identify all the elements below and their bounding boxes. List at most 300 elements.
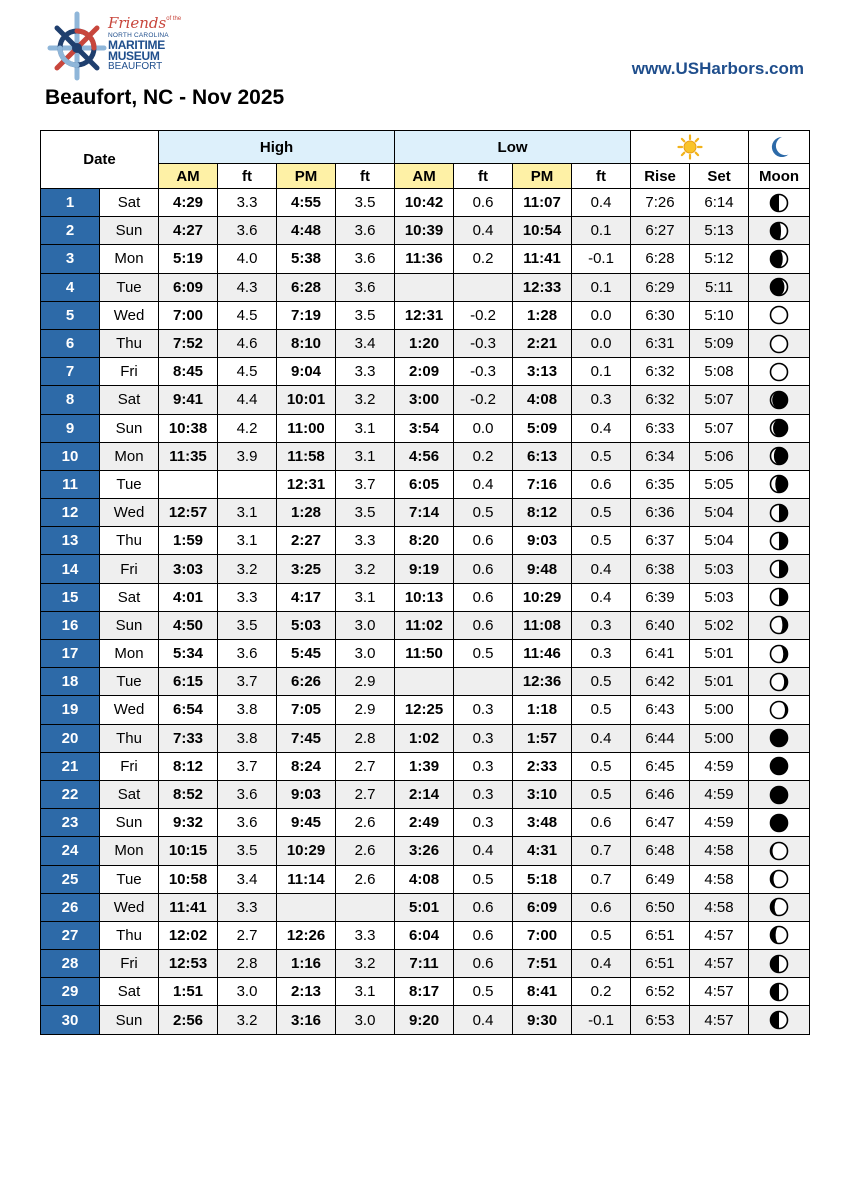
low-pm-time: 2:33: [513, 752, 572, 780]
sunset-time: 5:04: [690, 499, 749, 527]
low-pm-time: 7:00: [513, 921, 572, 949]
low-pm-time: 8:41: [513, 978, 572, 1006]
waning-crescent-moon-icon: [769, 615, 789, 635]
high-am-height: 3.7: [218, 752, 277, 780]
new-moon-icon: [769, 756, 789, 776]
low-pm-height: 0.1: [572, 358, 631, 386]
moon-phase-cell: [749, 978, 810, 1006]
low-pm-height: 0.2: [572, 978, 631, 1006]
low-pm-height: 0.5: [572, 442, 631, 470]
sunset-time: 4:57: [690, 1006, 749, 1034]
high-pm-time: 6:26: [277, 668, 336, 696]
high-am-time: 11:35: [159, 442, 218, 470]
new-moon-icon: [769, 813, 789, 833]
day-number: 22: [41, 780, 100, 808]
table-row: [41, 865, 810, 893]
moon-phase-cell: [749, 950, 810, 978]
low-am-time: 4:08: [395, 865, 454, 893]
table-row: [41, 499, 810, 527]
high-am-time: 7:00: [159, 301, 218, 329]
day-of-week: Tue: [100, 273, 159, 301]
low-pm-time: 1:57: [513, 724, 572, 752]
low-pm-time: 11:46: [513, 640, 572, 668]
day-number: 17: [41, 640, 100, 668]
high-pm-height: 3.2: [336, 555, 395, 583]
day-of-week: Sat: [100, 386, 159, 414]
high-am-time: 7:52: [159, 329, 218, 357]
high-pm-height: 3.3: [336, 921, 395, 949]
high-am-height: 3.3: [218, 583, 277, 611]
moon-phase-cell: [749, 414, 810, 442]
low-am-height: 0.4: [454, 217, 513, 245]
sunrise-time: 6:40: [631, 611, 690, 639]
day-number: 19: [41, 696, 100, 724]
high-am-time: 8:45: [159, 358, 218, 386]
day-number: 3: [41, 245, 100, 273]
low-am-time: 7:11: [395, 950, 454, 978]
high-pm-time: 10:29: [277, 837, 336, 865]
high-pm-time: [277, 893, 336, 921]
high-pm-height: 3.5: [336, 189, 395, 217]
moon-phase-cell: [749, 809, 810, 837]
waning-gibbous-moon-icon: [769, 390, 789, 410]
low-am-time: 4:56: [395, 442, 454, 470]
sun-header: [631, 131, 749, 164]
low-pm-time: 10:54: [513, 217, 572, 245]
sunrise-time: 6:30: [631, 301, 690, 329]
low-am-height: 0.5: [454, 865, 513, 893]
moon-phase-cell: [749, 245, 810, 273]
high-pm-height: 3.0: [336, 611, 395, 639]
day-number: 15: [41, 583, 100, 611]
low-pm-height: 0.6: [572, 470, 631, 498]
day-of-week: Fri: [100, 555, 159, 583]
sunset-time: 5:01: [690, 668, 749, 696]
low-am-height: 0.2: [454, 442, 513, 470]
low-pm-header: PM: [513, 164, 572, 189]
sunrise-time: 6:28: [631, 245, 690, 273]
high-am-time: 8:52: [159, 780, 218, 808]
high-am-height: 3.1: [218, 527, 277, 555]
first-quarter-moon-icon: [769, 193, 789, 213]
waning-crescent-moon-icon: [769, 644, 789, 664]
sunrise-time: 6:52: [631, 978, 690, 1006]
low-am-time: 11:02: [395, 611, 454, 639]
high-am-time: 4:01: [159, 583, 218, 611]
high-am-height: 3.6: [218, 809, 277, 837]
waning-gibbous-moon-icon: [769, 474, 789, 494]
table-row: [41, 837, 810, 865]
low-am-time: 12:25: [395, 696, 454, 724]
high-pm-time: 9:04: [277, 358, 336, 386]
day-number: 29: [41, 978, 100, 1006]
high-pm-height: 3.5: [336, 499, 395, 527]
high-am-height: 4.3: [218, 273, 277, 301]
low-am-time: 7:14: [395, 499, 454, 527]
moon-phase-cell: [749, 611, 810, 639]
museum-logo: [44, 10, 194, 82]
day-number: 20: [41, 724, 100, 752]
low-pm-height: 0.5: [572, 921, 631, 949]
high-am-height: 3.5: [218, 837, 277, 865]
high-am-time: 4:27: [159, 217, 218, 245]
day-number: 25: [41, 865, 100, 893]
sunset-time: 5:10: [690, 301, 749, 329]
low-am-height: 0.6: [454, 583, 513, 611]
low-pm-height: 0.6: [572, 809, 631, 837]
sunset-time: 5:06: [690, 442, 749, 470]
low-am-height: -0.3: [454, 358, 513, 386]
low-am-time: 9:20: [395, 1006, 454, 1034]
table-row: [41, 978, 810, 1006]
low-am-height: 0.6: [454, 555, 513, 583]
moon-phase-cell: [749, 527, 810, 555]
low-am-height: 0.3: [454, 696, 513, 724]
low-pm-height: 0.3: [572, 611, 631, 639]
high-am-time: 3:03: [159, 555, 218, 583]
high-am-time: 1:59: [159, 527, 218, 555]
high-pm-height: 2.8: [336, 724, 395, 752]
low-am-time: 1:02: [395, 724, 454, 752]
day-of-week: Mon: [100, 442, 159, 470]
high-am-height: 3.6: [218, 217, 277, 245]
day-of-week: Fri: [100, 358, 159, 386]
low-am-time: [395, 668, 454, 696]
high-am-height: 3.0: [218, 978, 277, 1006]
sunrise-time: 6:36: [631, 499, 690, 527]
low-am-time: 3:26: [395, 837, 454, 865]
moon-phase-cell: [749, 668, 810, 696]
low-am-time: 2:49: [395, 809, 454, 837]
low-pm-height: 0.5: [572, 780, 631, 808]
sunrise-time: 6:31: [631, 329, 690, 357]
high-pm-time: 11:58: [277, 442, 336, 470]
day-number: 18: [41, 668, 100, 696]
high-am-height: 3.8: [218, 696, 277, 724]
full-moon-icon: [769, 334, 789, 354]
sunset-time: 5:05: [690, 470, 749, 498]
sunrise-time: 6:33: [631, 414, 690, 442]
last-quarter-moon-icon: [769, 587, 789, 607]
logo-of-the: of the: [166, 16, 182, 22]
moon-phase-cell: [749, 583, 810, 611]
sunrise-time: 6:45: [631, 752, 690, 780]
low-am-time: 10:13: [395, 583, 454, 611]
low-pm-ft-header: ft: [572, 164, 631, 189]
low-pm-height: 0.7: [572, 837, 631, 865]
sunrise-header: Rise: [631, 164, 690, 189]
high-am-height: 3.5: [218, 611, 277, 639]
day-of-week: Sat: [100, 583, 159, 611]
moon-phase-cell: [749, 189, 810, 217]
sunset-time: 4:59: [690, 752, 749, 780]
low-pm-time: 11:41: [513, 245, 572, 273]
moon-phase-cell: [749, 301, 810, 329]
full-moon-icon: [769, 305, 789, 325]
tide-table: [40, 130, 810, 1035]
waxing-gibbous-moon-icon: [769, 249, 789, 269]
day-of-week: Wed: [100, 301, 159, 329]
high-pm-time: 7:19: [277, 301, 336, 329]
logo-beaufort: BEAUFORT: [108, 60, 163, 72]
low-am-height: 0.6: [454, 527, 513, 555]
low-am-time: 9:19: [395, 555, 454, 583]
sunrise-time: 6:41: [631, 640, 690, 668]
low-am-height: 0.6: [454, 921, 513, 949]
high-pm-time: 2:13: [277, 978, 336, 1006]
low-pm-height: -0.1: [572, 245, 631, 273]
low-pm-time: 2:21: [513, 329, 572, 357]
low-am-height: 0.3: [454, 809, 513, 837]
sunset-time: 4:57: [690, 921, 749, 949]
sunset-time: 5:00: [690, 724, 749, 752]
day-number: 5: [41, 301, 100, 329]
low-am-height: 0.4: [454, 1006, 513, 1034]
day-number: 24: [41, 837, 100, 865]
low-am-height: 0.4: [454, 470, 513, 498]
day-number: 7: [41, 358, 100, 386]
low-pm-time: 11:07: [513, 189, 572, 217]
sunrise-time: 6:32: [631, 386, 690, 414]
low-am-time: 8:20: [395, 527, 454, 555]
high-am-height: 3.3: [218, 893, 277, 921]
low-pm-height: 0.7: [572, 865, 631, 893]
high-am-time: 12:02: [159, 921, 218, 949]
high-pm-height: 3.1: [336, 583, 395, 611]
low-pm-height: 0.4: [572, 414, 631, 442]
low-pm-height: 0.4: [572, 724, 631, 752]
high-am-time: 10:58: [159, 865, 218, 893]
table-row: [41, 245, 810, 273]
sunrise-time: 6:43: [631, 696, 690, 724]
moon-phase-cell: [749, 358, 810, 386]
high-pm-time: 6:28: [277, 273, 336, 301]
sunset-time: 4:57: [690, 978, 749, 1006]
low-am-time: 10:42: [395, 189, 454, 217]
low-am-height: [454, 273, 513, 301]
sunrise-time: 6:50: [631, 893, 690, 921]
sunrise-time: 6:32: [631, 358, 690, 386]
low-am-time: 6:05: [395, 470, 454, 498]
low-pm-height: 0.1: [572, 273, 631, 301]
day-of-week: Mon: [100, 837, 159, 865]
high-am-height: 4.5: [218, 301, 277, 329]
last-quarter-moon-icon: [769, 503, 789, 523]
sunrise-time: 6:37: [631, 527, 690, 555]
waxing-crescent-moon-icon: [769, 897, 789, 917]
sunset-time: 5:09: [690, 329, 749, 357]
sunset-time: 5:04: [690, 527, 749, 555]
sunrise-time: 6:42: [631, 668, 690, 696]
first-quarter-moon-icon: [769, 954, 789, 974]
high-pm-height: 3.6: [336, 217, 395, 245]
moon-phase-cell: [749, 921, 810, 949]
low-am-time: 2:09: [395, 358, 454, 386]
high-am-height: [218, 470, 277, 498]
low-am-time: 1:20: [395, 329, 454, 357]
day-of-week: Fri: [100, 752, 159, 780]
high-pm-time: 10:01: [277, 386, 336, 414]
high-am-time: 5:34: [159, 640, 218, 668]
high-am-time: 5:19: [159, 245, 218, 273]
high-am-time: 6:54: [159, 696, 218, 724]
table-row: [41, 329, 810, 357]
high-pm-height: 3.6: [336, 245, 395, 273]
low-pm-height: 0.5: [572, 752, 631, 780]
high-pm-time: 3:25: [277, 555, 336, 583]
high-am-time: 6:15: [159, 668, 218, 696]
new-moon-icon: [769, 728, 789, 748]
table-row: [41, 809, 810, 837]
logo-friends: Friends: [108, 14, 167, 32]
low-am-ft-header: ft: [454, 164, 513, 189]
sunset-time: 5:08: [690, 358, 749, 386]
high-am-height: 3.8: [218, 724, 277, 752]
low-am-time: 1:39: [395, 752, 454, 780]
high-pm-time: 8:24: [277, 752, 336, 780]
waxing-crescent-moon-icon: [769, 869, 789, 889]
high-am-height: 2.7: [218, 921, 277, 949]
day-of-week: Sat: [100, 189, 159, 217]
high-pm-header: PM: [277, 164, 336, 189]
sunset-time: 5:12: [690, 245, 749, 273]
day-of-week: Sun: [100, 414, 159, 442]
day-of-week: Sat: [100, 780, 159, 808]
low-am-height: -0.2: [454, 301, 513, 329]
moon-phase-cell: [749, 386, 810, 414]
high-am-time: 12:57: [159, 499, 218, 527]
table-row: [41, 752, 810, 780]
moon-phase-cell: [749, 724, 810, 752]
table-row: [41, 780, 810, 808]
table-row: [41, 414, 810, 442]
logo-text: [108, 16, 181, 72]
low-am-height: 0.6: [454, 893, 513, 921]
high-pm-height: 3.0: [336, 640, 395, 668]
date-header: Date: [41, 131, 159, 189]
high-pm-height: 3.1: [336, 978, 395, 1006]
moon-phase-cell: [749, 217, 810, 245]
high-am-height: 4.2: [218, 414, 277, 442]
day-of-week: Tue: [100, 668, 159, 696]
day-number: 4: [41, 273, 100, 301]
site-url[interactable]: www.USHarbors.com: [631, 59, 804, 78]
low-pm-time: 1:28: [513, 301, 572, 329]
high-pm-time: 2:27: [277, 527, 336, 555]
low-pm-time: 1:18: [513, 696, 572, 724]
high-am-height: 4.6: [218, 329, 277, 357]
low-am-height: 0.3: [454, 724, 513, 752]
high-pm-height: 3.3: [336, 527, 395, 555]
low-am-time: 6:04: [395, 921, 454, 949]
high-am-time: 11:41: [159, 893, 218, 921]
low-pm-height: 0.3: [572, 386, 631, 414]
high-pm-height: 2.7: [336, 752, 395, 780]
table-row: [41, 696, 810, 724]
low-am-time: 3:00: [395, 386, 454, 414]
sunset-time: 5:13: [690, 217, 749, 245]
low-pm-height: 0.5: [572, 696, 631, 724]
waning-crescent-moon-icon: [769, 700, 789, 720]
moon-phase-cell: [749, 442, 810, 470]
day-number: 30: [41, 1006, 100, 1034]
low-pm-height: 0.1: [572, 217, 631, 245]
high-am-height: 3.6: [218, 780, 277, 808]
sunset-time: 5:03: [690, 555, 749, 583]
day-of-week: Mon: [100, 640, 159, 668]
high-am-time: 9:32: [159, 809, 218, 837]
day-of-week: Thu: [100, 921, 159, 949]
moon-phase-cell: [749, 837, 810, 865]
high-am-time: 9:41: [159, 386, 218, 414]
high-am-time: 1:51: [159, 978, 218, 1006]
day-of-week: Thu: [100, 329, 159, 357]
sunset-time: 5:11: [690, 273, 749, 301]
low-pm-time: 4:08: [513, 386, 572, 414]
high-am-time: 4:29: [159, 189, 218, 217]
high-am-height: 3.1: [218, 499, 277, 527]
high-pm-height: 2.6: [336, 865, 395, 893]
sunrise-time: 6:53: [631, 1006, 690, 1034]
high-am-height: 3.7: [218, 668, 277, 696]
first-quarter-moon-icon: [769, 982, 789, 1002]
table-row: [41, 386, 810, 414]
moon-phase-cell: [749, 499, 810, 527]
table-row: [41, 950, 810, 978]
day-of-week: Tue: [100, 865, 159, 893]
day-of-week: Thu: [100, 527, 159, 555]
high-pm-height: 3.1: [336, 442, 395, 470]
day-of-week: Sun: [100, 809, 159, 837]
day-of-week: Fri: [100, 950, 159, 978]
sunset-time: 5:00: [690, 696, 749, 724]
high-am-time: 4:50: [159, 611, 218, 639]
high-pm-height: 3.2: [336, 950, 395, 978]
table-row: [41, 470, 810, 498]
moon-phase-cell: [749, 329, 810, 357]
high-am-height: 2.8: [218, 950, 277, 978]
high-am-height: 3.3: [218, 189, 277, 217]
high-pm-height: 3.4: [336, 329, 395, 357]
high-am-time: 7:33: [159, 724, 218, 752]
high-header: High: [159, 131, 395, 164]
low-am-height: 0.2: [454, 245, 513, 273]
day-number: 10: [41, 442, 100, 470]
waning-crescent-moon-icon: [769, 672, 789, 692]
sunset-time: 4:57: [690, 950, 749, 978]
high-pm-time: 3:16: [277, 1006, 336, 1034]
low-am-height: 0.6: [454, 950, 513, 978]
table-row: [41, 189, 810, 217]
high-pm-height: 2.7: [336, 780, 395, 808]
moon-header: [749, 131, 810, 164]
day-of-week: Wed: [100, 893, 159, 921]
low-pm-time: 8:12: [513, 499, 572, 527]
high-pm-time: 11:00: [277, 414, 336, 442]
day-of-week: Thu: [100, 724, 159, 752]
sunset-time: 4:59: [690, 809, 749, 837]
tide-rows: [41, 189, 810, 1035]
low-pm-time: 11:08: [513, 611, 572, 639]
sunrise-time: 6:48: [631, 837, 690, 865]
moon-phase-cell: [749, 865, 810, 893]
low-pm-time: 6:09: [513, 893, 572, 921]
day-number: 12: [41, 499, 100, 527]
low-pm-time: 7:51: [513, 950, 572, 978]
waning-gibbous-moon-icon: [769, 446, 789, 466]
day-number: 1: [41, 189, 100, 217]
last-quarter-moon-icon: [769, 531, 789, 551]
